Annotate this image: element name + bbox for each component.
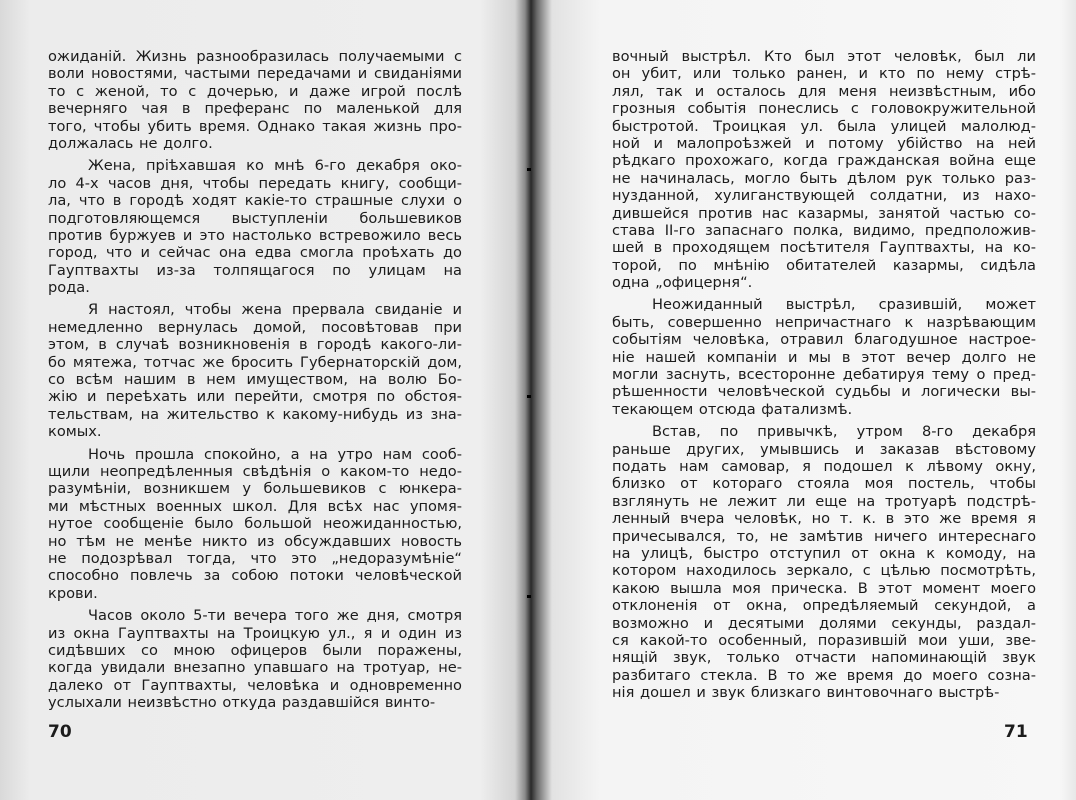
text-line: жію и переѣхать или перейти, смотря по обстоя- xyxy=(48,388,462,406)
text-line: против буржуев и это настолько встревожило весь xyxy=(48,226,462,244)
text-line: рѣдкаго прохожаго, когда гражданская война еще xyxy=(612,152,1036,170)
text-line: рода. xyxy=(48,279,90,297)
text-line: быстротой. Троицкая ул. была улицей малолюд- xyxy=(612,117,1036,135)
text-line: не начиналась, могло быть дѣлом рук только раз- xyxy=(612,169,1036,187)
text-line: он убит, или только ранен, и кто по нему стрѣ- xyxy=(612,65,1036,83)
text-line: Встав, по привычкѣ, утром 8-го декабря xyxy=(652,423,1036,441)
text-line: става II-го запаснаго полка, видимо, предположив- xyxy=(612,221,1036,239)
text-line: котором находилось зеркало, с цѣлью посмотрѣть, xyxy=(612,562,1036,580)
paragraph xyxy=(48,48,462,152)
text-line: причесывался, то, не замѣтив ничего интереснаго xyxy=(612,527,1036,545)
text-line: услыхали неизвѣстно откуда раздавшійся винто- xyxy=(48,694,436,712)
text-line: воли новостями, частыми передачами и свиданіями xyxy=(48,65,462,83)
text-line: далеко от Гауптвахты, человѣка и одновременно xyxy=(48,676,462,694)
text-line: взглянуть не лежит ли еще на тротуарѣ подстрѣ- xyxy=(612,492,1036,510)
text-line: когда увидали внезапно упавшаго на тротуар, не- xyxy=(48,659,462,677)
text-line: того, чтобы убить время. Однако такая жизнь про- xyxy=(48,117,462,135)
text-line: на улицѣ, быстро отступил от окна к комоду, на xyxy=(612,544,1036,562)
text-line: вечерняго чая в преферанс по маленькой для xyxy=(48,100,462,118)
text-line: сидѣвших со мною офицеров были поражены, xyxy=(48,641,462,659)
paragraph xyxy=(612,423,1036,701)
text-line: ло 4-х часов дня, чтобы передать книгу, сообщи- xyxy=(48,174,462,192)
text-line: текающем отсюда фатализмѣ. xyxy=(612,400,853,418)
text-line: но тѣм не менѣе никто из обсуждавших новость xyxy=(48,532,462,550)
text-line: ніе нашей компаніи и мы в этот вечер долго не xyxy=(612,348,1036,366)
binding-stitch xyxy=(527,395,531,398)
text-line: немедленно вернулась домой, посовѣтовав при xyxy=(48,318,462,336)
text-line: отклоненія от окна, опредѣляемый секундой, а xyxy=(612,597,1036,615)
paragraph xyxy=(48,446,462,603)
text-line: ленный вчера человѣк, но т. к. в это же время я xyxy=(612,510,1036,528)
text-line: одна „офицерня“. xyxy=(612,274,753,292)
text-line: нузданной, хулиганствующей солдатни, из нахо- xyxy=(612,187,1036,205)
binding-stitch xyxy=(527,168,531,171)
text-line: торой, по мнѣнію обитателей казармы, сидѣла xyxy=(612,256,1036,274)
text-line: ся какой-то особенный, поразившій мои уши, зве- xyxy=(612,631,1036,649)
text-line: нящій звук, только отчасти напоминающій звук xyxy=(612,649,1036,667)
text-line: подать нам самовар, я подошел к лѣвому окну, xyxy=(612,457,1036,475)
text-line: Ночь прошла спокойно, а на утро нам сооб- xyxy=(88,445,462,463)
paragraph xyxy=(612,296,1036,418)
text-line: то с женой, то с дочерью, и даже игрой послѣ xyxy=(48,82,462,100)
text-line: событіям человѣка, отравил благодушное настрое- xyxy=(612,331,1036,349)
text-line: со всѣм нашим в нем имуществом, на волю Бо- xyxy=(48,371,462,389)
right-page-text xyxy=(612,48,1036,706)
text-line: этом, в случаѣ возникновенія в городѣ какого-ли- xyxy=(48,336,462,354)
text-line: Жена, пріѣхавшая ко мнѣ 6-го декабря око- xyxy=(88,157,462,175)
text-line: Гауптвахты из-за толпящагося по улицам на xyxy=(48,261,462,279)
text-line: ла, что в городѣ ходят какіе-то страшные слухи о xyxy=(48,192,462,210)
text-line: тельствам, на жительство к какому-нибудь из зна- xyxy=(48,405,462,423)
text-line: разумѣніи, возникшем у большевиков с юнкера- xyxy=(48,480,462,498)
text-line: щили неопредѣленныя свѣдѣнія о каком-то недо- xyxy=(48,462,462,480)
text-line: близко от котораго стояла моя постель, чтобы xyxy=(612,475,1036,493)
text-line: не подозрѣвал тогда, что это „недоразумѣніе“ xyxy=(48,549,462,567)
text-line: разбитаго стекла. В то же время до моего созна- xyxy=(612,666,1036,684)
text-line: шей в проходящем посѣтителя Гауптвахты, на ко- xyxy=(612,239,1036,257)
paragraph xyxy=(48,157,462,296)
text-line: подготовляющемся выступленіи большевиков xyxy=(48,209,462,227)
binding-stitch xyxy=(527,595,531,598)
text-line: крови. xyxy=(48,584,98,602)
text-line: ожиданій. Жизнь разнообразилась получаемыми с xyxy=(48,48,462,65)
text-line: лял, так и осталось для меня неизвѣстным, ибо xyxy=(612,82,1036,100)
text-line: грозныя событія понеслись с головокружительной xyxy=(612,100,1036,118)
text-line: способно повлечь за собою потоки человѣческой xyxy=(48,567,462,585)
text-line: ми мѣстных военных школ. Для всѣх нас упомя- xyxy=(48,497,462,515)
paragraph xyxy=(48,301,462,440)
text-line: быть, совершенно непричастнаго к назрѣвающим xyxy=(612,313,1036,331)
text-line: Я настоял, чтобы жена прервала свиданіе и xyxy=(88,301,462,319)
page-number-right: 71 xyxy=(1004,722,1028,742)
text-line: из окна Гауптвахты на Троицкую ул., я и один из xyxy=(48,624,462,642)
text-line: раньше других, умывшись и заказав вѣстовому xyxy=(612,440,1036,458)
text-line: возможно и десятыми долями секунды, раздал- xyxy=(612,614,1036,632)
page-number-left: 70 xyxy=(48,722,72,742)
paragraph xyxy=(48,607,462,711)
text-line: Часов около 5-ти вечера того же дня, смотря xyxy=(88,607,462,625)
text-line: дившейся против нас казармы, занятой частью со- xyxy=(612,204,1036,222)
text-line: вочный выстрѣл. Кто был этот человѣк, был ли xyxy=(612,48,1036,65)
text-line: Неожиданный выстрѣл, сразившій, может xyxy=(652,296,1036,314)
text-line: рѣшенности человѣческой судьбы и логически вы- xyxy=(612,383,1036,401)
text-line: нутое сообщеніе было большой неожиданностью, xyxy=(48,515,462,533)
left-page-text xyxy=(48,48,462,716)
text-line: комых. xyxy=(48,423,102,441)
text-line: город, что и сейчас она едва смогла проѣхать до xyxy=(48,244,462,262)
text-line: нія дошел и звук близкаго винтовочнаго выстрѣ- xyxy=(612,684,1000,702)
text-line: бо мятежа, тотчас же бросить Губернаторскій дом, xyxy=(48,353,462,371)
text-line: какою вышла моя прическа. В этот момент моего xyxy=(612,579,1036,597)
text-line: могли заснуть, всесторонне дебатируя тему о пред- xyxy=(612,366,1036,384)
text-line: должалась не долго. xyxy=(48,134,213,152)
text-line: ной и малопроѣзжей и потому убійство на ней xyxy=(612,134,1036,152)
paragraph xyxy=(612,48,1036,291)
